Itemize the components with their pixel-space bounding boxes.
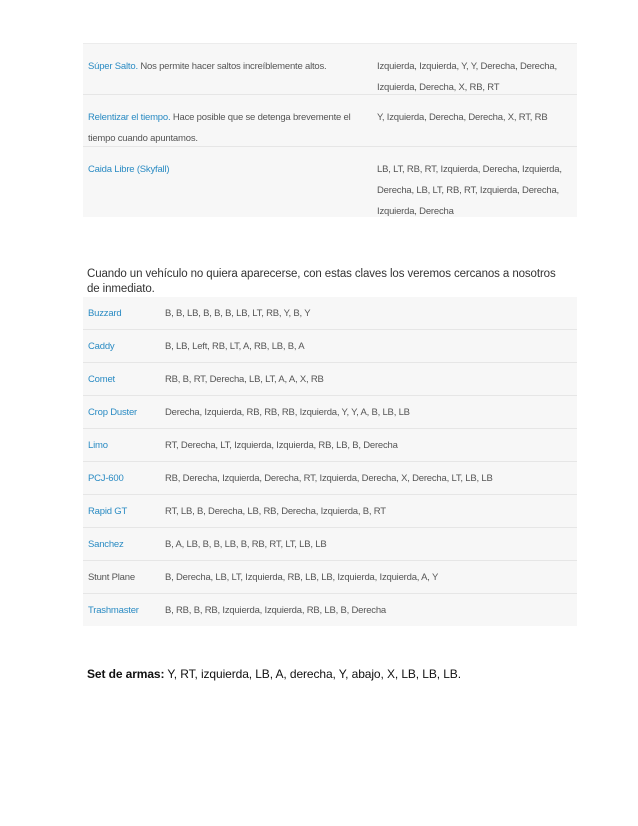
cheat-table bbox=[83, 43, 577, 217]
table-row bbox=[83, 528, 577, 561]
vehicle-codes: RT, Derecha, LT, Izquierda, Izquierda, RB, LB, B, Derecha bbox=[165, 439, 398, 451]
vehicle-name[interactable]: PCJ-600 bbox=[88, 472, 124, 484]
table-row bbox=[83, 561, 577, 594]
vehicle-codes: RB, B, RT, Derecha, LB, LT, A, A, X, RB bbox=[165, 373, 324, 385]
vehicle-codes: RB, Derecha, Izquierda, Derecha, RT, Izquierda, Derecha, X, Derecha, LT, LB, LB bbox=[165, 472, 493, 484]
cheat-codes: LB, LT, RB, RT, Izquierda, Derecha, Izquierda, Derecha, LB, LT, RB, RT, Izquierda, Derecha, Izquierda, Derecha bbox=[377, 164, 562, 217]
cheat-name[interactable]: Caida Libre (Skyfall) bbox=[88, 164, 170, 175]
table-row bbox=[83, 594, 577, 626]
vehicle-codes: B, RB, B, RB, Izquierda, Izquierda, RB, LB, B, Derecha bbox=[165, 604, 386, 616]
vehicle-name[interactable]: Crop Duster bbox=[88, 406, 138, 418]
table-row bbox=[83, 297, 577, 330]
table-row bbox=[83, 363, 577, 396]
vehicle-name[interactable]: Buzzard bbox=[88, 307, 122, 319]
cheat-name[interactable]: Relentizar el tiempo. bbox=[88, 112, 171, 123]
weapons-line bbox=[87, 667, 461, 681]
vehicle-codes: B, A, LB, B, B, LB, B, RB, RT, LT, LB, LB bbox=[165, 538, 327, 550]
weapons-codes: Y, RT, izquierda, LB, A, derecha, Y, abajo, X, LB, LB, LB. bbox=[164, 667, 461, 681]
vehicle-intro: Cuando un vehículo no quiera aparecerse, con estas claves los veremos cercanos a nosotros de inmediato. bbox=[87, 268, 556, 295]
cheat-codes: Y, Izquierda, Derecha, Derecha, X, RT, RB bbox=[377, 112, 548, 123]
table-row bbox=[83, 94, 577, 146]
table-row bbox=[83, 146, 577, 217]
vehicle-codes: B, B, LB, B, B, B, LB, LT, RB, Y, B, Y bbox=[165, 307, 311, 319]
vehicle-table bbox=[83, 297, 577, 626]
vehicle-name[interactable]: Comet bbox=[88, 373, 115, 385]
cheat-codes: Izquierda, Izquierda, Y, Y, Derecha, Derecha, Izquierda, Derecha, X, RB, RT bbox=[377, 61, 557, 93]
vehicle-name[interactable]: Rapid GT bbox=[88, 505, 128, 517]
cheat-description: Relentizar el tiempo. Hace posible que se detenga brevemente el tiempo cuando apuntamos. bbox=[88, 112, 351, 144]
cheat-description: Súper Salto. Nos permite hacer saltos increíblemente altos. bbox=[88, 61, 327, 72]
vehicle-codes: B, Derecha, LB, LT, Izquierda, RB, LB, LB, Izquierda, Izquierda, A, Y bbox=[165, 571, 439, 583]
cheat-name[interactable]: Súper Salto. bbox=[88, 61, 138, 72]
vehicle-codes: RT, LB, B, Derecha, LB, RB, Derecha, Izquierda, B, RT bbox=[165, 505, 386, 517]
vehicle-name[interactable]: Limo bbox=[88, 439, 108, 451]
vehicle-name[interactable]: Caddy bbox=[88, 340, 115, 352]
table-row bbox=[83, 462, 577, 495]
weapons-label: Set de armas: bbox=[87, 667, 165, 681]
vehicle-name[interactable]: Trashmaster bbox=[88, 604, 139, 616]
table-row bbox=[83, 396, 577, 429]
table-row bbox=[83, 429, 577, 462]
vehicle-name: Stunt Plane bbox=[88, 571, 135, 583]
table-row bbox=[83, 330, 577, 363]
cheat-description bbox=[83, 147, 373, 217]
vehicle-codes: Derecha, Izquierda, RB, RB, RB, Izquierda, Y, Y, A, B, LB, LB bbox=[165, 406, 410, 418]
table-row bbox=[83, 495, 577, 528]
vehicle-name[interactable]: Sanchez bbox=[88, 538, 124, 550]
vehicle-codes: B, LB, Left, RB, LT, A, RB, LB, B, A bbox=[165, 340, 305, 352]
table-row bbox=[83, 43, 577, 94]
